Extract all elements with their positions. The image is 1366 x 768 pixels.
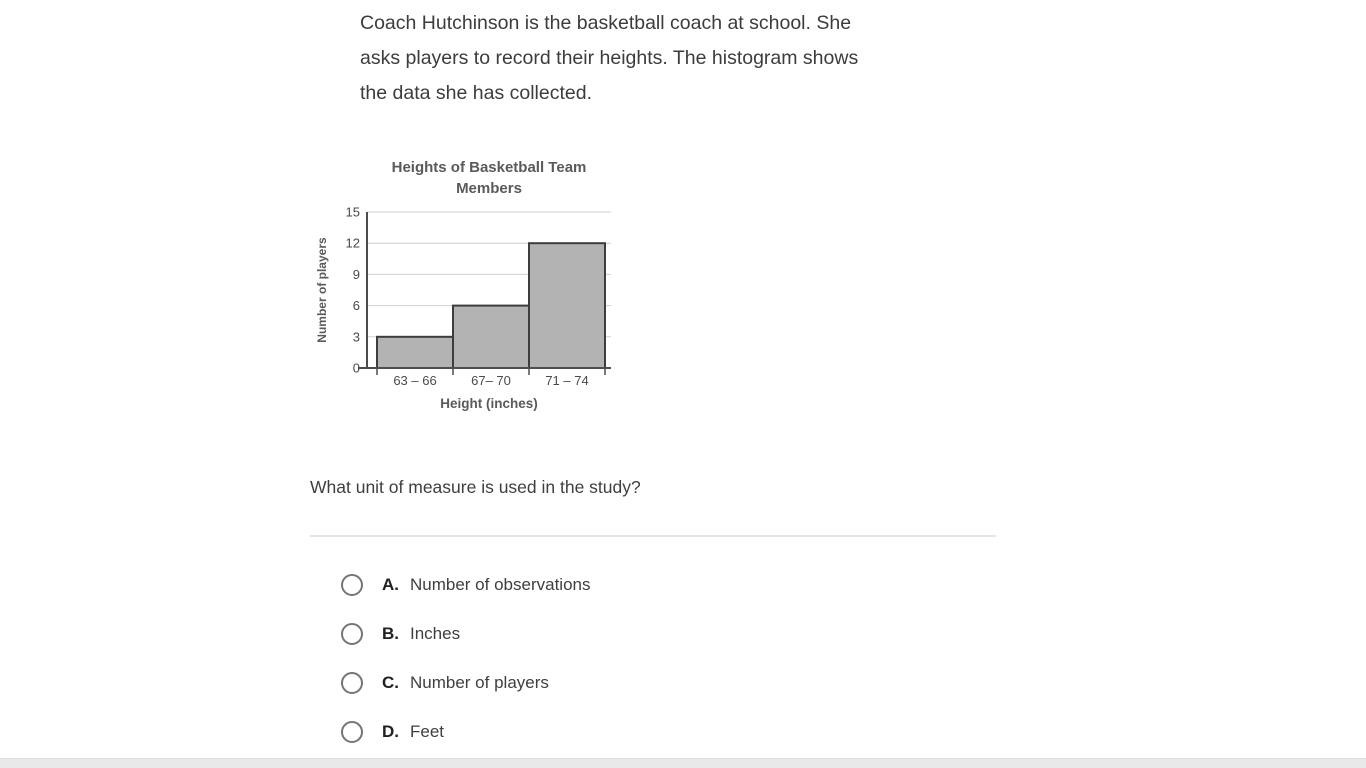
svg-text:Height (inches): Height (inches) — [440, 396, 538, 411]
answer-options-list — [341, 560, 841, 756]
radio-button-d[interactable] — [341, 721, 363, 743]
svg-text:71 – 74: 71 – 74 — [545, 373, 589, 388]
radio-button-a[interactable] — [341, 574, 363, 596]
question-intro-paragraph: Coach Hutchinson is the basketball coach at school. She asks players to record their heights. The histogram shows the data she has collected. — [360, 12, 859, 104]
answer-option-b[interactable] — [341, 609, 841, 658]
option-text-a: Number of observations — [410, 574, 591, 594]
svg-text:Members: Members — [456, 180, 522, 197]
answer-option-d[interactable] — [341, 707, 841, 756]
option-text-d: Feet — [410, 721, 445, 741]
radio-button-b[interactable] — [341, 623, 363, 645]
answer-option-c[interactable] — [341, 658, 841, 707]
svg-text:Heights of Basketball Team: Heights of Basketball Team — [391, 159, 587, 176]
svg-text:3: 3 — [352, 329, 360, 345]
svg-text:9: 9 — [352, 266, 360, 282]
histogram-svg — [310, 146, 618, 422]
option-text-c: Number of players — [410, 672, 549, 692]
question-divider — [310, 535, 996, 537]
svg-text:Number of players: Number of players — [315, 237, 329, 343]
question-text: What unit of measure is used in the study? — [310, 477, 641, 497]
option-letter-a: A. — [382, 574, 399, 594]
answer-option-a[interactable] — [341, 560, 841, 609]
svg-text:63 – 66: 63 – 66 — [393, 373, 437, 388]
option-letter-b: B. — [382, 623, 399, 643]
page-bottom-edge-strip — [0, 758, 1366, 768]
option-letter-d: D. — [382, 721, 399, 741]
histogram-figure — [310, 146, 618, 422]
svg-text:67– 70: 67– 70 — [471, 373, 511, 388]
svg-text:0: 0 — [352, 360, 360, 376]
option-text-b: Inches — [410, 623, 461, 643]
svg-text:12: 12 — [345, 235, 360, 251]
option-letter-c: C. — [382, 672, 399, 692]
radio-button-c[interactable] — [341, 672, 363, 694]
svg-text:15: 15 — [345, 204, 360, 220]
svg-text:6: 6 — [352, 298, 360, 314]
